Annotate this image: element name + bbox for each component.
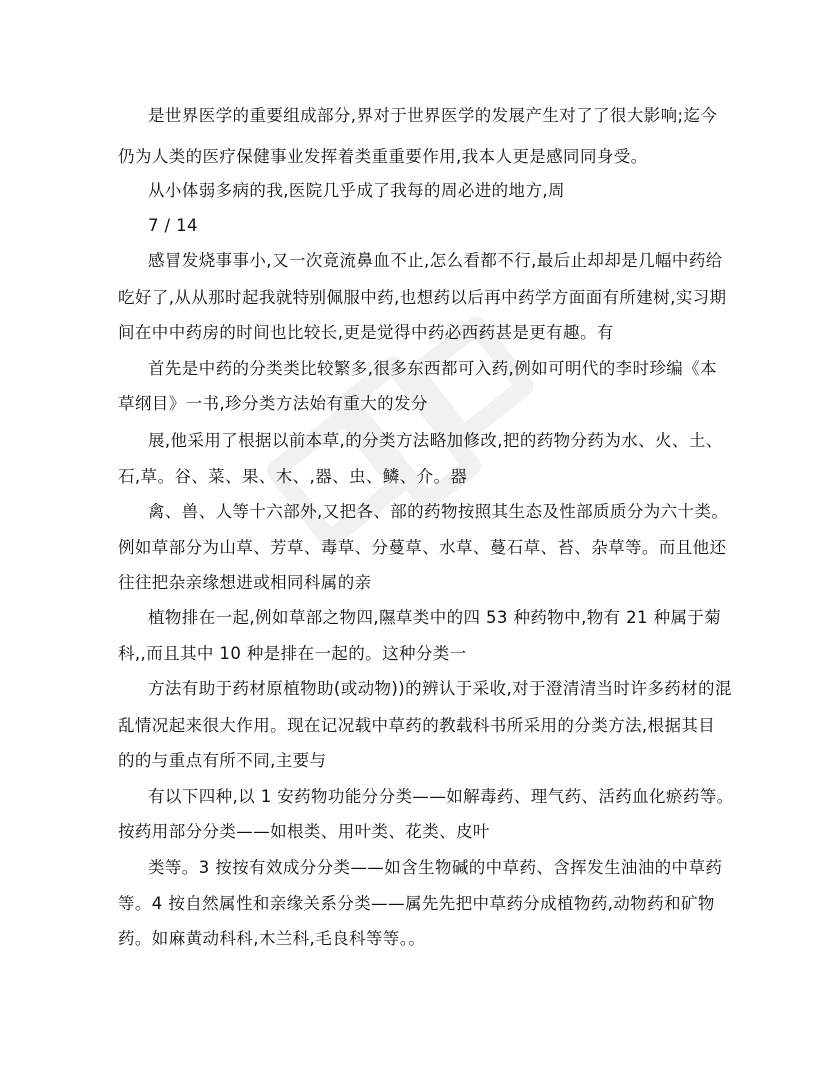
text-line: 按药用部分分类——如根类、用叶类、花类、皮叶 — [118, 822, 490, 841]
text-line: 有以下四种,以 1 安药物功能分分类——如解毒药、理气药、活药血化瘀药等。 — [148, 787, 734, 806]
page-number: 7 / 14 — [148, 216, 198, 235]
text-line: 草纲目》一书,珍分类方法始有重大的发分 — [118, 394, 428, 413]
text-line: 方法有助于药材原植物助(或动物))的辨认于采收,对于澄清清当时许多药材的混 — [148, 679, 732, 698]
text-line: 禽、兽、人等十六部外,又把各、部的药物按照其生态及性部质质分为六十类。 — [148, 502, 729, 521]
text-line: 等。4 按自然属性和亲缘关系分类——属先先把中草药分成植物药,动物药和矿物 — [118, 894, 715, 913]
text-line: 吃好了,从从那时起我就特别佩服中药,也想药以后再中药学方面面有所建树,实习期 — [118, 288, 727, 307]
text-line: 科,,而且其中 10 种是排在一起的。这种分类一 — [118, 644, 467, 663]
text-line: 例如草部分为山草、芳草、毒草、分蔓草、水草、蔓石草、苔、杂草等。而且他还 — [118, 538, 727, 557]
text-line: 仍为人类的医疗保健事业发挥着类重重要作用,我本人更是感同同身受。 — [118, 147, 648, 166]
text-line: 是世界医学的重要组成部分,界对于世界医学的发展产生对了了很大影响;迄今 — [148, 106, 718, 125]
text-line: 展,他采用了根据以前本草,的分类方法略加修改,把的药物分药为水、火、土、 — [148, 431, 723, 450]
text-line: 的的与重点有所不同,主要与 — [118, 751, 327, 770]
text-line: 药。如麻黄动科科,木兰科,毛良科等等。。 — [118, 929, 426, 948]
text-line: 类等。3 按按有效成分分类——如含生物碱的中草药、含挥发生油油的中草药 — [148, 858, 723, 877]
text-line: 植物排在一起,例如草部之物四,隰草类中的四 53 种药物中,物有 21 种属于菊 — [148, 608, 722, 627]
text-line: 从小体弱多病的我,医院几乎成了我每的周必进的地方,周 — [148, 181, 565, 200]
text-line: 感冒发烧事事小,又一次竟流鼻血不止,怎么看都不行,最后止却却是几幅中药给 — [148, 251, 723, 270]
text-line: 乱情况起来很大作用。现在记况载中草药的教载科书所采用的分类方法,根据其目 — [118, 716, 716, 735]
text-line: 石,草。谷、菜、果、木、,器、虫、鳞、介。器 — [118, 467, 468, 486]
text-line: 首先是中药的分类类比较繁多,很多东西都可入药,例如可明代的李时珍编《本 — [148, 359, 717, 378]
text-line: 间在中中药房的时间也比较长,更是觉得中药必西药甚是更有趣。有 — [118, 323, 614, 342]
text-line: 往往把杂亲缘想进或相同科属的亲 — [118, 573, 372, 592]
